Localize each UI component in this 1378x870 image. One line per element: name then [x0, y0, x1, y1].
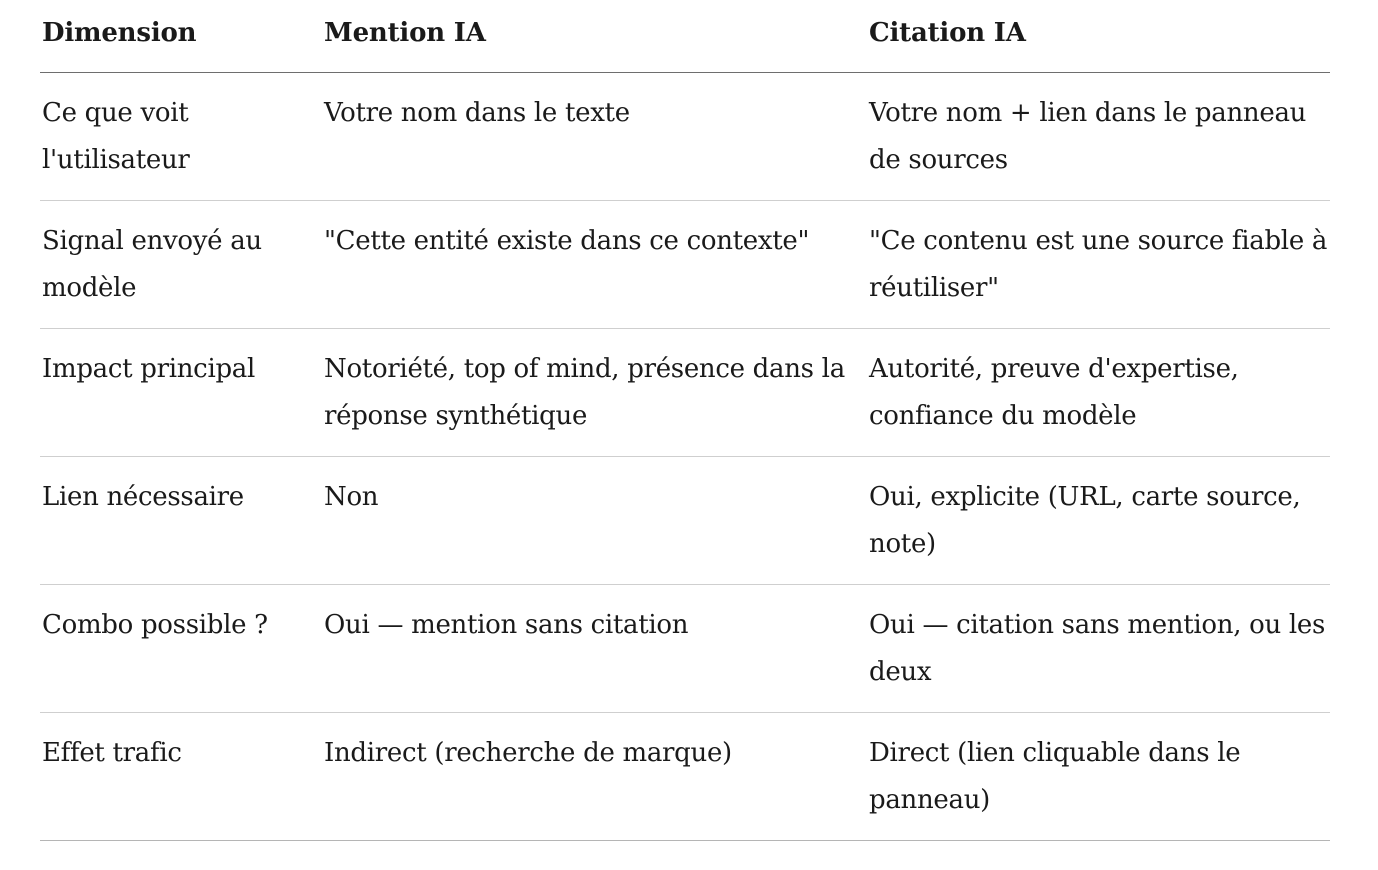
cell-mention: Votre nom dans le texte [322, 73, 867, 201]
table-header [40, 0, 1330, 73]
cell-dimension: Impact principal [40, 329, 322, 457]
header-dimension: Dimension [40, 0, 322, 73]
cell-citation: Direct (lien cliquable dans le panneau) [867, 713, 1330, 841]
comparison-table [40, 0, 1330, 841]
cell-citation: "Ce contenu est une source fiable à réutiliser" [867, 201, 1330, 329]
header-citation-ia: Citation IA [867, 0, 1330, 73]
table-row [40, 457, 1330, 585]
cell-mention: "Cette entité existe dans ce contexte" [322, 201, 867, 329]
cell-citation: Oui, explicite (URL, carte source, note) [867, 457, 1330, 585]
cell-dimension: Lien nécessaire [40, 457, 322, 585]
cell-mention: Indirect (recherche de marque) [322, 713, 867, 841]
table-row [40, 73, 1330, 201]
table-row [40, 329, 1330, 457]
header-row [40, 0, 1330, 73]
cell-mention: Oui — mention sans citation [322, 585, 867, 713]
cell-mention: Non [322, 457, 867, 585]
cell-dimension: Combo possible ? [40, 585, 322, 713]
cell-mention: Notoriété, top of mind, présence dans la réponse synthétique [322, 329, 867, 457]
table-row [40, 713, 1330, 841]
comparison-table-container [40, 0, 1330, 841]
cell-citation: Autorité, preuve d'expertise, confiance du modèle [867, 329, 1330, 457]
header-mention-ia: Mention IA [322, 0, 867, 73]
cell-citation: Oui — citation sans mention, ou les deux [867, 585, 1330, 713]
cell-dimension: Effet trafic [40, 713, 322, 841]
cell-dimension: Ce que voit l'utilisateur [40, 73, 322, 201]
table-row [40, 201, 1330, 329]
table-body [40, 73, 1330, 841]
cell-citation: Votre nom + lien dans le panneau de sources [867, 73, 1330, 201]
table-row [40, 585, 1330, 713]
cell-dimension: Signal envoyé au modèle [40, 201, 322, 329]
